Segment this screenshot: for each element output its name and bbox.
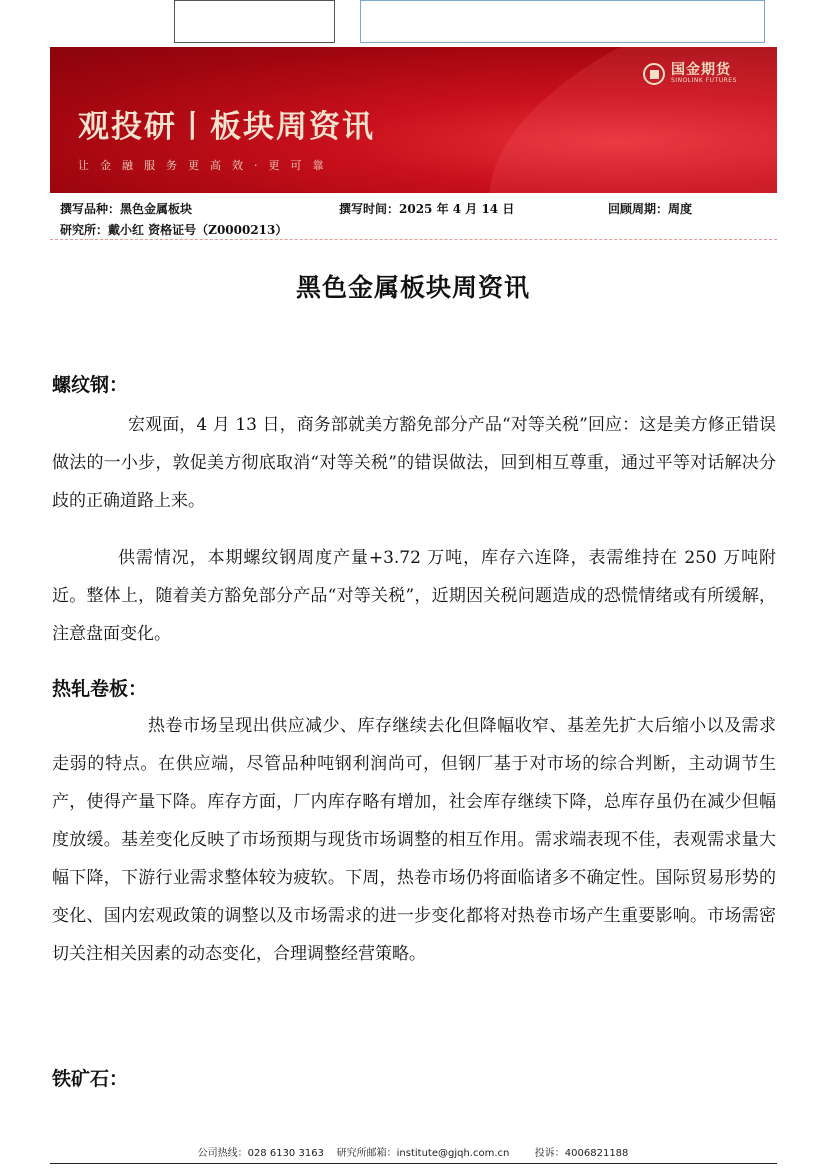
footer-divider	[50, 1163, 777, 1164]
paragraph-rebar-macro: 宏观面，4 月 13 日，商务部就美方豁免部分产品“对等关税”回应：这是美方修正错误做法的一小步，敦促美方彻底取消“对等关税”的错误做法，回到相互尊重，通过平等对话解决分歧的正确道路上来。	[52, 415, 776, 511]
company-logo	[643, 63, 737, 85]
section-heading-hrc: 热轧卷板：	[52, 678, 148, 700]
report-banner	[50, 47, 777, 193]
logo-icon	[643, 63, 665, 85]
header-box-left	[174, 0, 335, 43]
footer-contact: 公司热线：028 6130 3163 研究所邮箱：institute@gjqh.com.cn 投诉：4006821188	[197, 1148, 629, 1159]
paragraph-hrc: 热卷市场呈现出供应减少、库存继续去化但降幅收窄、基差先扩大后缩小以及需求走弱的特点。在供应端，尽管品种吨钢利润尚可，但钢厂基于对市场的综合判断，主动调节生产，使得产量下降。库存方面，厂内库存略有增加，社会库存继续下降，总库存虽仍在减少但幅度放缓。基差变化反映了市场预期与现货市场调整的相互作用。需求端表现不佳，表观需求量大幅下降，下游行业需求整体较为疲软。下周，热卷市场仍将面临诸多不确定性。国际贸易形势的变化、国内宏观政策的调整以及市场需求的进一步变化都将对热卷市场产生重要影响。市场需密切关注相关因素的动态变化，合理调整经营策略。	[52, 716, 776, 964]
section-heading-iron-ore: 铁矿石：	[52, 1068, 129, 1090]
document-title: 黑色金属板块周资讯	[295, 273, 530, 302]
meta-time: 撰写时间：2025 年 4 月 14 日	[339, 202, 515, 216]
paragraph-rebar-supply: 供需情况，本期螺纹钢周度产量+3.72 万吨，库存六连降，表需维持在 250 万吨附近。整体上，随着美方豁免部分产品“对等关税”，近期因关税问题造成的恐慌情绪或有所缓解，注意盘面变化。	[52, 548, 776, 644]
meta-variety: 撰写品种：黑色金属板块	[60, 202, 193, 216]
meta-divider	[50, 239, 777, 240]
banner-slogan: 让金融服务更高效·更可靠	[78, 159, 335, 172]
logo-name-en: SINOLINK FUTURES	[671, 77, 737, 85]
meta-institute: 研究所：戴小红 资格证号（Z0000213）	[60, 223, 288, 237]
banner-title: 观投研丨板块周资讯	[78, 109, 375, 145]
logo-name-cn: 国金期货	[671, 62, 731, 78]
meta-period: 回顾周期：周度	[608, 202, 693, 216]
header-box-right	[360, 0, 765, 43]
section-heading-rebar: 螺纹钢：	[52, 374, 129, 396]
